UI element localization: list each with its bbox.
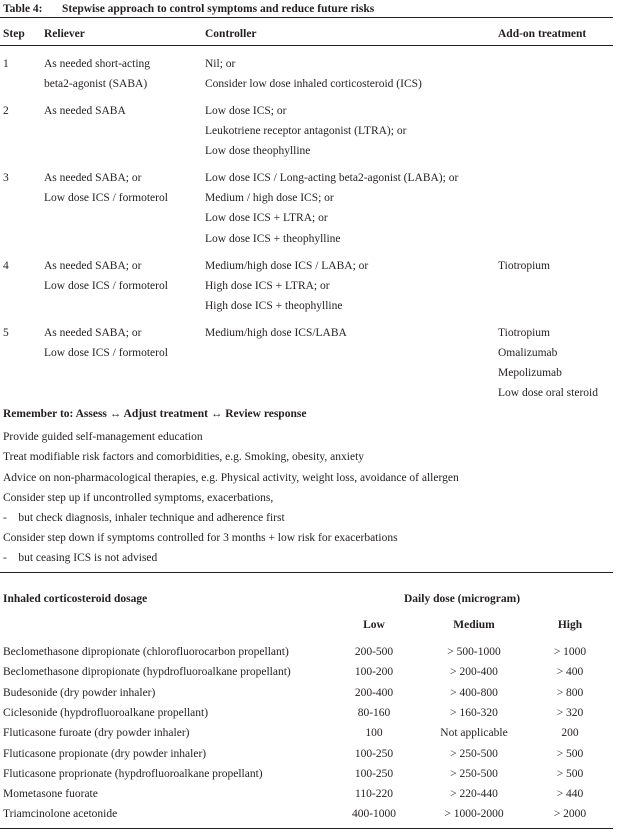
header-controller: Controller (205, 28, 257, 40)
dose-high: > 2000 (553, 808, 587, 820)
dose-low: 110-220 (355, 788, 393, 800)
controller-line: Leukotriene receptor antagonist (LTRA); or (205, 125, 407, 137)
controller-line: Low dose ICS; or (205, 105, 287, 117)
remember-line: - but ceasing ICS is not advised (3, 552, 158, 564)
header-addon: Add-on treatment (498, 28, 587, 40)
dose-high: 200 (561, 727, 579, 739)
remember-line: Provide guided self-management education (3, 431, 203, 443)
dose-medium: > 160-320 (450, 707, 498, 719)
reliever-line: Low dose ICS / formoterol (44, 192, 168, 204)
dose-col-high: High (557, 619, 583, 631)
dose-high: > 320 (556, 707, 584, 719)
dose-drug-name: Beclomethasone dipropionate (hypdrofluoroalkane propellant) (3, 666, 291, 678)
step-number: 5 (3, 327, 9, 339)
dose-low: 200-400 (354, 687, 394, 699)
dose-medium: > 250-500 (450, 748, 498, 760)
remember-line: Consider step up if uncontrolled symptoms, exacerbations, (3, 492, 274, 504)
dose-drug-name: Fluticasone proprionate (hypdrofluoroalkane propellant) (3, 768, 263, 780)
section-rule (0, 572, 613, 573)
dose-medium: > 1000-2000 (444, 808, 504, 820)
dose-low: 100-250 (354, 768, 394, 780)
controller-line: Low dose ICS + LTRA; or (205, 212, 328, 224)
reliever-line: As needed SABA; or (44, 327, 142, 339)
controller-line: High dose ICS + LTRA; or (205, 280, 330, 292)
step-number: 1 (3, 58, 9, 70)
dose-low: 400-1000 (351, 808, 397, 820)
reliever-line: Low dose ICS / formoterol (44, 280, 168, 292)
reliever-line: As needed SABA; or (44, 260, 142, 272)
dosage-heading: Inhaled corticosteroid dosage (3, 593, 148, 605)
addon-line: Omalizumab (498, 347, 558, 359)
table-caption-title: Stepwise approach to control symptoms and reduce future risks (62, 3, 375, 15)
addon-line: Tiotropium (498, 260, 550, 272)
remember-line: Consider step down if symptoms controlled for 3 months + low risk for exacerbations (3, 532, 398, 544)
step-number: 4 (3, 260, 9, 272)
dose-drug-name: Triamcinolone acetonide (3, 808, 118, 820)
dose-high: > 400 (556, 666, 584, 678)
header-rule (0, 45, 613, 46)
dose-drug-name: Ciclesonide (hypdrofluoroalkane propellant) (3, 707, 209, 719)
header-step: Step (3, 28, 25, 40)
dose-medium: > 400-800 (450, 687, 498, 699)
controller-line: Low dose theophylline (205, 145, 311, 157)
dose-high: > 500 (556, 748, 584, 760)
addon-line: Low dose oral steroid (498, 387, 598, 399)
bottom-rule (0, 828, 613, 829)
reliever-line: Low dose ICS / formoterol (44, 347, 168, 359)
controller-line: Medium/high dose ICS/LABA (205, 327, 347, 339)
dose-drug-name: Mometasone fuorate (3, 788, 98, 800)
dose-medium: > 500-1000 (447, 646, 501, 658)
dose-high: > 800 (556, 687, 584, 699)
dose-drug-name: Beclomethasone dipropionate (chlorofluorocarbon propellant) (3, 646, 289, 658)
dose-low: 100 (365, 727, 383, 739)
controller-line: Low dose ICS + theophylline (205, 233, 341, 245)
controller-line: High dose ICS + theophylline (205, 300, 343, 312)
dose-medium: Not applicable (440, 727, 508, 739)
remember-heading: Remember to: Assess ↔ Adjust treatment ↔ Review response (3, 408, 307, 420)
dose-low: 80-160 (357, 707, 391, 719)
reliever-line: beta2-agonist (SABA) (44, 78, 148, 90)
dose-high: > 440 (556, 788, 584, 800)
controller-line: Medium/high dose ICS / LABA; or (205, 260, 369, 272)
table-caption-number: Table 4: (3, 3, 43, 15)
dose-high: > 1000 (553, 646, 587, 658)
remember-line: Treat modifiable risk factors and comorbidities, e.g. Smoking, obesity, anxiety (3, 451, 365, 463)
controller-line: Low dose ICS / Long-acting beta2-agonist (LABA); or (205, 172, 459, 184)
dose-low: 100-250 (354, 748, 394, 760)
dose-medium: > 200-400 (450, 666, 498, 678)
step-number: 3 (3, 172, 9, 184)
reliever-line: As needed short-acting (44, 58, 151, 70)
addon-line: Tiotropium (498, 327, 550, 339)
dose-low: 100-200 (354, 666, 394, 678)
dose-col-medium: Medium (453, 619, 495, 631)
dose-high: > 500 (556, 768, 584, 780)
remember-line: Advice on non-pharmacological therapies, e.g. Physical activity, weight loss, avoidance of allergen (3, 472, 459, 484)
dose-medium: > 250-500 (450, 768, 498, 780)
controller-line: Medium / high dose ICS; or (205, 192, 334, 204)
addon-line: Mepolizumab (498, 367, 562, 379)
reliever-line: As needed SABA; or (44, 172, 142, 184)
caption-rule (0, 17, 613, 18)
controller-line: Consider low dose inhaled corticosteroid (ICS) (205, 78, 422, 90)
daily-dose-heading: Daily dose (microgram) (404, 593, 521, 605)
header-reliever: Reliever (44, 28, 85, 40)
dose-drug-name: Fluticasone furoate (dry powder inhaler) (3, 727, 190, 739)
dose-drug-name: Budesonide (dry powder inhaler) (3, 687, 156, 699)
remember-line: - but check diagnosis, inhaler technique and adherence first (3, 512, 285, 524)
controller-line: Nil; or (205, 58, 236, 70)
dose-medium: > 220-440 (450, 788, 498, 800)
dose-col-low: Low (363, 619, 385, 631)
reliever-line: As needed SABA (44, 105, 126, 117)
dose-low: 200-500 (354, 646, 394, 658)
step-number: 2 (3, 105, 9, 117)
dose-drug-name: Fluticasone propionate (dry powder inhaler) (3, 748, 207, 760)
